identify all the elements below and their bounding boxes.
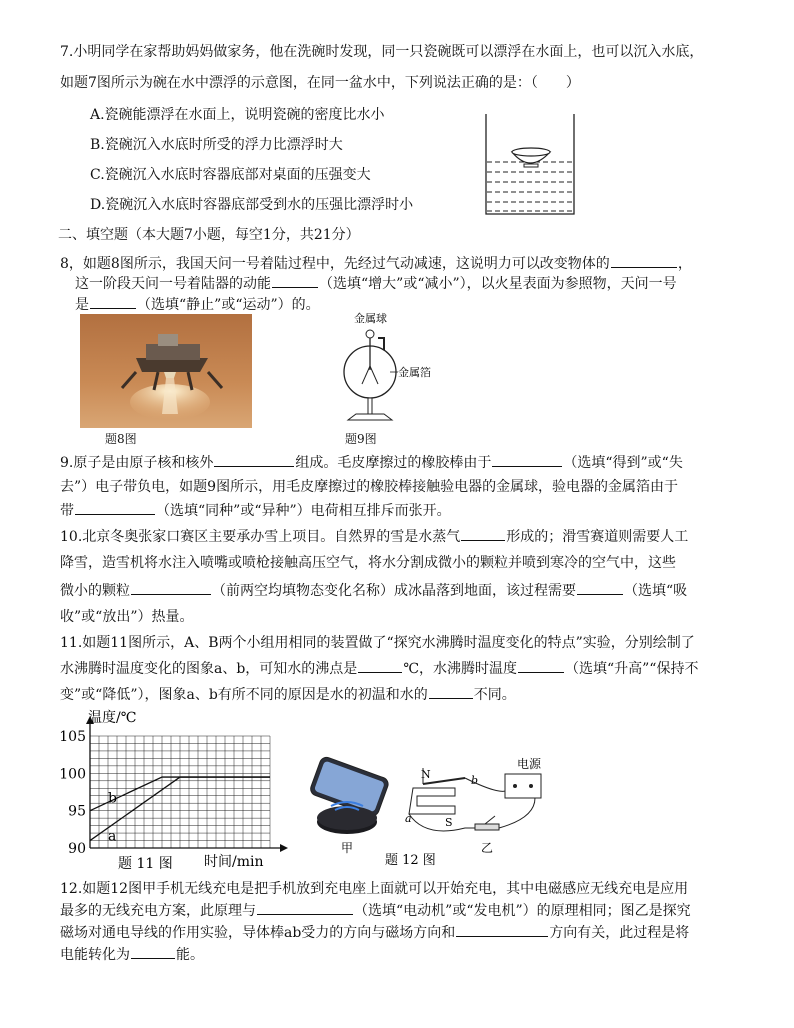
fig12-caption: 题 12 图 [385, 853, 436, 868]
bowl-figure [480, 112, 580, 218]
q9-line-1: 9.原子是由原子核和核外 组成。毛皮摩擦过的橡胶棒由于 （选填“得到”或“失 [60, 452, 683, 474]
q11-line-2: 水沸腾时温度变化的图象a、b，可知水的沸点是 ℃，水沸腾时温度 （选填“升高”“保持不 [60, 658, 698, 680]
fig9-caption: 题9图 [345, 432, 377, 446]
q11-blank-3[interactable] [429, 684, 473, 699]
q12-line-2: 最多的无线充电方案，此原理与 （选填“电动机”或“发电机”）的原理相同；图乙是探究 [60, 900, 691, 922]
chart-caption: 题 11 图 [118, 856, 173, 871]
q10-line-1: 10.北京冬奥张家口赛区主要承办雪上项目。自然界的雪是水蒸气 形成的；滑雪赛道则需要人工 [60, 526, 688, 548]
q10-line-2: 降雪，造雪机将水注入喷嘴或喷枪接触高压空气，将水分割成微小的颗粒并喷到寒冷的空气中，这些 [60, 555, 676, 571]
q7-option-c: C.瓷碗沉入水底时容器底部对桌面的压强变大 [90, 167, 371, 183]
fig12-label-power: 电源 [517, 757, 542, 771]
q12-blank-1[interactable] [257, 900, 353, 915]
boiling-chart [58, 706, 298, 871]
q7-line-1: 7.小明同学在家帮助妈妈做家务，他在洗碗时发现，同一只瓷碗既可以漂浮在水面上，也可以沉入水底， [60, 44, 704, 60]
fig8-caption: 题8图 [105, 432, 137, 446]
chart-grid [90, 736, 270, 848]
q9-blank-2[interactable] [492, 452, 562, 467]
y-tick-label: 95 [68, 803, 86, 820]
fig12-label-a: a [405, 812, 412, 825]
q8-line-3: 是 （选填“静止”或“运动”）的。 [75, 294, 320, 316]
fig9-label-foil: 金属箔 [398, 366, 431, 379]
fig12-label-s: S [445, 816, 453, 829]
mars-lander-photo [80, 314, 252, 428]
q10-line-4: 收”或“放出”）热量。 [60, 609, 194, 625]
q11-blank-2[interactable] [518, 658, 564, 673]
q8-blank-3[interactable] [90, 294, 136, 309]
y-tick-label: 105 [59, 729, 86, 745]
section-2-title: 二、填空题（本大题7小题，每空1分，共21分） [58, 227, 360, 243]
q8-blank-2[interactable] [272, 273, 318, 288]
q7-option-a: A.瓷碗能漂浮在水面上，说明瓷碗的密度比水小 [90, 107, 385, 123]
q11-line-1: 11.如题11图所示，A、B两个小组用相同的装置做了“探究水沸腾时温度变化的特点”实验，分别绘制了 [60, 635, 695, 651]
q10-blank-1[interactable] [461, 526, 505, 541]
q12-line-4: 电能转化为 能。 [60, 944, 204, 966]
q12-line-3: 磁场对通电导线的作用实验，导体棒ab受力的方向与磁场方向和 方向有关，此过程是将 [60, 922, 689, 944]
q7-option-d: D.瓷碗沉入水底时容器底部受到水的压强比漂浮时小 [90, 197, 414, 213]
series-label-a: a [108, 828, 117, 845]
q9-blank-3[interactable] [75, 500, 155, 515]
chart-ticks [59, 729, 86, 857]
y-tick-label: 90 [68, 841, 86, 857]
q10-line-3: 微小的颗粒 （前两空均填物态变化名称）成冰晶落到地面，该过程需要 （选填“吸 [60, 580, 687, 602]
x-axis-arrow [280, 844, 288, 852]
q12-blank-3[interactable] [131, 944, 175, 959]
fig9-label-ball: 金属球 [354, 312, 387, 325]
fig12-label-yi: 乙 [481, 841, 494, 855]
fig12-label-jia: 甲 [341, 841, 354, 855]
fig12-label-n: N [421, 768, 431, 781]
chart-x-axis-label: 时间/min [204, 854, 264, 870]
q8-line-2: 这一阶段天问一号着陆器的动能 （选填“增大”或“减小”），以火星表面为参照物，天问一号 [75, 273, 677, 295]
q11-blank-1[interactable] [358, 658, 402, 673]
q8-line-1: 8，如题8图所示，我国天问一号着陆过程中，先经过气动减速，这说明力可以改变物体的 ， [60, 253, 692, 275]
y-tick-label: 100 [59, 766, 86, 783]
q7-option-b: B.瓷碗沉入水底时所受的浮力比漂浮时大 [90, 137, 343, 153]
q9-line-3: 带 （选填“同种”或“异种”）电荷相互排斥而张开。 [60, 500, 451, 522]
q11-line-3: 变”或“降低”），图象a、b有所不同的原因是水的初温和水的 不同。 [60, 684, 516, 706]
q7-line-2: 如题7图所示为碗在水中漂浮的示意图，在同一盆水中，下列说法正确的是：（ ） [60, 75, 580, 91]
q9-blank-1[interactable] [214, 452, 294, 467]
fig12-label-b: b [471, 774, 479, 787]
electroscope-figure [338, 308, 448, 432]
q10-blank-3[interactable] [577, 580, 623, 595]
q9-line-2: 去”）电子带负电，如题9图所示，用毛皮摩擦过的橡胶棒接触验电器的金属球，验电器的金属箔由于 [60, 479, 679, 495]
q12-line-1: 12.如题12图甲手机无线充电是把手机放到充电座上面就可以开始充电，其中电磁感应无线充电是应用 [60, 881, 689, 897]
q8-blank-1[interactable] [611, 253, 677, 268]
chart-y-axis-label: 温度/℃ [88, 710, 137, 726]
fig12-figure [305, 748, 555, 868]
q10-blank-2[interactable] [131, 580, 211, 595]
q12-blank-2[interactable] [456, 922, 548, 937]
series-label-b: b [108, 790, 117, 807]
